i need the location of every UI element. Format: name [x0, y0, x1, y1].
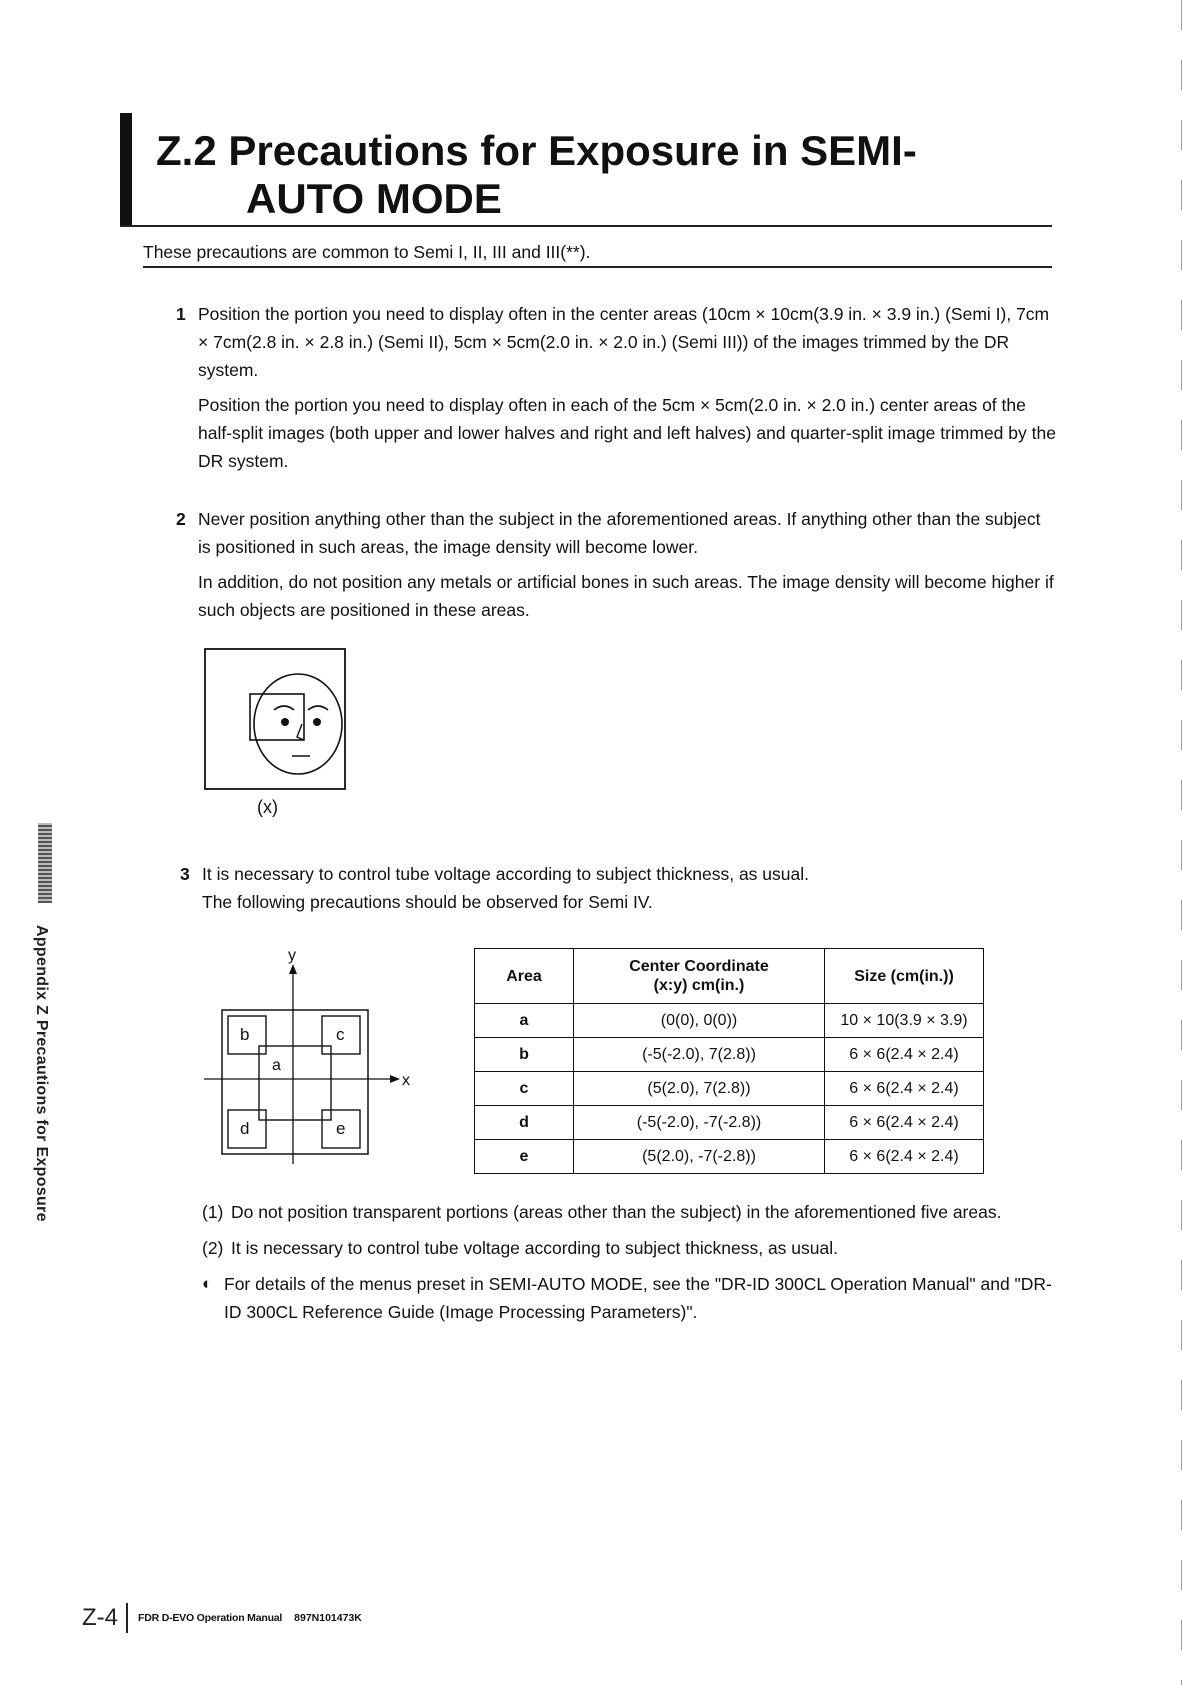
y-axis-label: y [288, 947, 296, 964]
note-text: Do not position transparent portions (areas other than the subject) in the aforementioned five areas. [231, 1202, 1002, 1222]
area-b-label: b [240, 1025, 250, 1044]
cell-coordinate: (-5(-2.0), -7(-2.8)) [574, 1106, 825, 1140]
table-row [475, 1004, 984, 1038]
header-size: Size (cm(in.)) [825, 949, 984, 1004]
x-axis-arrow [390, 1075, 400, 1083]
x-axis-label: x [402, 1072, 410, 1089]
note-item [202, 1234, 1062, 1262]
cell-size: 6 × 6(2.4 × 2.4) [825, 1106, 984, 1140]
area-d-label: d [240, 1119, 250, 1138]
area-layout-diagram [204, 946, 414, 1168]
step-paragraph: In addition, do not position any metals or artificial bones in such areas. The image density will become higher if such objects are positioned in these areas. [198, 572, 1054, 620]
document-code: 897N101473K [294, 1612, 362, 1624]
cell-size: 6 × 6(2.4 × 2.4) [825, 1038, 984, 1072]
reference-icon: ◐ [202, 1274, 213, 1293]
area-e-label: e [336, 1119, 346, 1138]
side-chapter-label: Appendix Z Precautions for Exposure [33, 925, 50, 1222]
step-paragraph: The following precautions should be observed for Semi IV. [202, 892, 653, 912]
note-marker: (2) [202, 1238, 224, 1258]
nose [297, 724, 304, 740]
manual-title: FDR D-EVO Operation Manual [138, 1612, 283, 1624]
notes [202, 1198, 1062, 1326]
cell-coordinate: (0(0), 0(0)) [574, 1004, 825, 1038]
left-eye [281, 718, 289, 726]
note-text: It is necessary to control tube voltage according to subject thickness, as usual. [231, 1238, 838, 1258]
cell-coordinate: (5(2.0), 7(2.8)) [574, 1072, 825, 1106]
face-diagram [204, 648, 346, 790]
cell-area: e [475, 1140, 574, 1174]
step-number: 3 [180, 864, 190, 884]
area-a-label: a [272, 1057, 281, 1074]
table-row [475, 1106, 984, 1140]
note-marker: (1) [202, 1202, 224, 1222]
area-a-box [259, 1046, 331, 1120]
header-coordinate-text: Center Coordinate (x:y) cm(in.) [629, 958, 769, 994]
footer-separator [126, 1603, 128, 1633]
face-outline [254, 674, 342, 774]
image-frame [205, 649, 345, 789]
cell-coordinate: (5(2.0), -7(-2.8)) [574, 1140, 825, 1174]
chapter-tab-marker [38, 823, 52, 903]
note-item [202, 1198, 1062, 1226]
title-rule [120, 225, 1052, 227]
page-number: Z-4 [82, 1604, 118, 1631]
step-paragraph: Position the portion you need to display often in the center areas (10cm × 10cm(3.9 in. × 3.9 in.) (Semi I), 7cm × 7cm(2.8 in. × 2.8 in.) (Semi II), 5cm × 5cm(2.0 in. × 2.0 in.) (Semi III)) of the images trimmed by the DR system. [198, 304, 1050, 380]
scan-edge-line [1181, 0, 1182, 1685]
cell-area: a [475, 1004, 574, 1038]
cell-size: 10 × 10(3.9 × 3.9) [825, 1004, 984, 1038]
cell-size: 6 × 6(2.4 × 2.4) [825, 1140, 984, 1174]
step-3 [180, 860, 1056, 916]
title-line-1: Z.2 Precautions for Exposure in SEMI- [156, 127, 917, 174]
step-1 [176, 300, 1056, 482]
cell-coordinate: (-5(-2.0), 7(2.8)) [574, 1038, 825, 1072]
table-row [475, 1140, 984, 1174]
step-number: 2 [176, 509, 186, 529]
right-eye [313, 718, 321, 726]
step-paragraph: It is necessary to control tube voltage according to subject thickness, as usual. [202, 864, 809, 884]
cell-area: b [475, 1038, 574, 1072]
title-line-2: AUTO MODE [246, 175, 502, 222]
reference-text: For details of the menus preset in SEMI-AUTO MODE, see the "DR-ID 300CL Operation Manual" and "DR-ID 300CL Reference Guide (Image Processing Parameters)". [224, 1274, 1052, 1322]
intro-text: These precautions are common to Semi I, II, III and III(**). [143, 242, 591, 262]
right-eyebrow [308, 706, 328, 710]
table-header-row [475, 949, 984, 1004]
header-area: Area [475, 949, 574, 1004]
cell-area: c [475, 1072, 574, 1106]
header-center-coordinate [574, 949, 825, 1004]
page-footer [82, 1603, 362, 1633]
reference-note [202, 1270, 1062, 1326]
intro-rule [143, 266, 1052, 268]
area-c-label: c [336, 1025, 345, 1044]
left-eyebrow [274, 706, 294, 710]
cell-size: 6 × 6(2.4 × 2.4) [825, 1072, 984, 1106]
table-row [475, 1072, 984, 1106]
figure-label: (x) [257, 797, 278, 817]
title-bar [120, 113, 132, 226]
area-coordinate-table [474, 948, 984, 1174]
table-row [475, 1038, 984, 1072]
cell-area: d [475, 1106, 574, 1140]
section-title [156, 127, 1056, 223]
step-2 [176, 505, 1056, 631]
y-axis-arrow [289, 964, 297, 974]
step-paragraph: Never position anything other than the subject in the aforementioned areas. If anything other than the subject is positioned in such areas, the image density will become lower. [198, 509, 1041, 557]
step-number: 1 [176, 304, 186, 324]
step-paragraph: Position the portion you need to display often in each of the 5cm × 5cm(2.0 in. × 2.0 in.) center areas of the half-split images (both upper and lower halves and right and left halves) and quarter-split image trimmed by the DR system. [198, 395, 1056, 471]
